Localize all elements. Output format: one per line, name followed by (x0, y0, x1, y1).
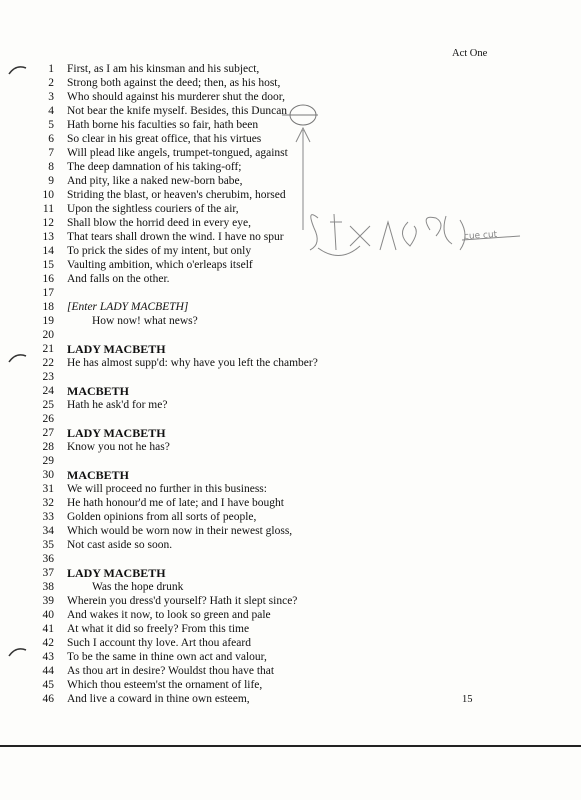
line-text: First, as I am his kinsman and his subject, (67, 63, 260, 75)
script-line (0, 636, 581, 650)
line-number: 9 (48, 175, 54, 187)
line-number: 35 (42, 539, 54, 551)
line-number: 45 (42, 679, 54, 691)
script-line (0, 356, 581, 370)
line-number: 22 (42, 357, 54, 369)
script-line (0, 426, 581, 440)
line-number: 13 (42, 231, 54, 243)
script-line (0, 608, 581, 622)
line-text: He has almost supp'd: why have you left the chamber? (67, 357, 318, 369)
line-number: 23 (42, 371, 54, 383)
speaker-name: LADY MACBETH (67, 426, 166, 440)
script-line (0, 678, 581, 692)
line-number: 3 (48, 91, 54, 103)
line-number: 46 (42, 693, 54, 705)
line-number: 11 (42, 203, 54, 215)
script-line (0, 538, 581, 552)
script-line (0, 510, 581, 524)
line-text: That tears shall drown the wind. I have no spur (67, 231, 284, 243)
line-text: As thou art in desire? Wouldst thou have that (67, 665, 275, 677)
line-number: 39 (42, 595, 54, 607)
script-line (0, 132, 581, 146)
speaker-name: MACBETH (67, 468, 130, 482)
line-number: 25 (42, 399, 54, 411)
line-number: 12 (42, 217, 54, 229)
script-line (0, 454, 581, 468)
line-number: 42 (42, 637, 54, 649)
line-number: 38 (42, 581, 54, 593)
line-text: Who should against his murderer shut the door, (67, 91, 286, 103)
line-number: 30 (42, 469, 54, 481)
script-line (0, 286, 581, 300)
script-line (0, 188, 581, 202)
page-bottom-rule (0, 745, 581, 747)
script-line (0, 258, 581, 272)
line-number: 33 (42, 511, 54, 523)
line-number: 18 (42, 301, 54, 313)
line-number: 20 (42, 329, 54, 341)
script-line (0, 62, 581, 76)
line-text: Will plead like angels, trumpet-tongued, against (67, 147, 288, 159)
script-line (0, 342, 581, 356)
script-line (0, 664, 581, 678)
line-number: 34 (42, 525, 54, 537)
speaker-name: LADY MACBETH (67, 566, 166, 580)
script-line (0, 244, 581, 258)
line-number: 19 (42, 315, 54, 327)
margin-note: cue cut (463, 229, 498, 243)
line-number: 16 (42, 273, 54, 285)
script-line (0, 440, 581, 454)
line-text: He hath honour'd me of late; and I have bought (67, 497, 284, 509)
line-number: 28 (42, 441, 54, 453)
script-line (0, 524, 581, 538)
script-line (0, 482, 581, 496)
line-number: 31 (42, 483, 54, 495)
line-text: Golden opinions from all sorts of people, (67, 511, 257, 523)
script-line (0, 146, 581, 160)
script-line (0, 692, 581, 706)
script-line (0, 370, 581, 384)
script-line (0, 216, 581, 230)
script-line (0, 90, 581, 104)
script-line (0, 300, 581, 314)
page-header: Act One (452, 48, 488, 59)
line-text: Was the hope drunk (92, 581, 184, 593)
line-number: 40 (42, 609, 54, 621)
line-text: And wakes it now, to look so green and pale (67, 609, 271, 621)
line-number: 1 (48, 63, 54, 75)
line-number: 32 (42, 497, 54, 509)
line-number: 37 (42, 567, 54, 579)
script-line (0, 314, 581, 328)
line-number: 5 (48, 119, 54, 131)
line-number: 7 (48, 147, 54, 159)
line-text: How now! what news? (92, 315, 198, 327)
script-line (0, 566, 581, 580)
speaker-name: MACBETH (67, 384, 130, 398)
line-text: Upon the sightless couriers of the air, (67, 203, 239, 215)
line-text: Such I account thy love. Art thou afeard (67, 637, 251, 649)
line-number: 43 (42, 651, 54, 663)
script-line (0, 272, 581, 286)
line-number: 10 (42, 189, 54, 201)
line-text: Wherein you dress'd yourself? Hath it slept since? (67, 595, 298, 607)
script-line (0, 104, 581, 118)
line-text: Know you not he has? (67, 441, 170, 453)
stage-direction: [Enter LADY MACBETH] (67, 301, 189, 313)
speaker-name: LADY MACBETH (67, 342, 166, 356)
line-text: Not cast aside so soon. (67, 539, 173, 551)
line-text: And pity, like a naked new-born babe, (67, 175, 243, 187)
script-line (0, 468, 581, 482)
script-line (0, 412, 581, 426)
line-text: Hath borne his faculties so fair, hath been (67, 119, 259, 131)
script-line (0, 398, 581, 412)
line-text: Vaulting ambition, which o'erleaps itself (67, 259, 253, 271)
line-number: 21 (42, 343, 54, 355)
line-text: Hath he ask'd for me? (67, 399, 168, 411)
script-line (0, 328, 581, 342)
script-line (0, 580, 581, 594)
script-line (0, 384, 581, 398)
script-line (0, 174, 581, 188)
line-text: At what it did so freely? From this time (67, 623, 250, 635)
line-text: To be the same in thine own act and valour, (67, 651, 267, 663)
line-number: 2 (48, 77, 54, 89)
script-line (0, 594, 581, 608)
line-number: 24 (42, 385, 54, 397)
page-number: 15 (462, 694, 473, 705)
line-text: We will proceed no further in this business: (67, 483, 267, 495)
line-number: 27 (42, 427, 54, 439)
line-text: And falls on the other. (67, 273, 170, 285)
line-text: Striding the blast, or heaven's cherubim, horsed (67, 189, 286, 201)
line-number: 44 (42, 665, 54, 677)
script-line (0, 622, 581, 636)
line-text: And live a coward in thine own esteem, (67, 693, 250, 705)
script-line (0, 552, 581, 566)
script-line (0, 202, 581, 216)
line-text: Which would be worn now in their newest gloss, (67, 525, 293, 537)
line-text: Not bear the knife myself. Besides, this Duncan (67, 105, 288, 117)
line-number: 41 (42, 623, 54, 635)
line-number: 14 (42, 245, 54, 257)
line-number: 36 (42, 553, 54, 565)
line-text: So clear in his great office, that his virtues (67, 133, 262, 145)
line-number: 8 (48, 161, 54, 173)
script-line (0, 160, 581, 174)
script-line (0, 76, 581, 90)
line-number: 29 (42, 455, 54, 467)
line-text: Which thou esteem'st the ornament of life, (67, 679, 263, 691)
line-number: 26 (42, 413, 54, 425)
line-number: 6 (48, 133, 54, 145)
line-number: 4 (48, 105, 54, 117)
line-text: The deep damnation of his taking-off; (67, 161, 242, 173)
script-line (0, 650, 581, 664)
line-number: 17 (42, 287, 54, 299)
script-line (0, 496, 581, 510)
line-text: Strong both against the deed; then, as his host, (67, 77, 281, 89)
script-line (0, 118, 581, 132)
line-number: 15 (42, 259, 54, 271)
line-text: Shall blow the horrid deed in every eye, (67, 217, 251, 229)
line-text: To prick the sides of my intent, but only (67, 245, 252, 257)
